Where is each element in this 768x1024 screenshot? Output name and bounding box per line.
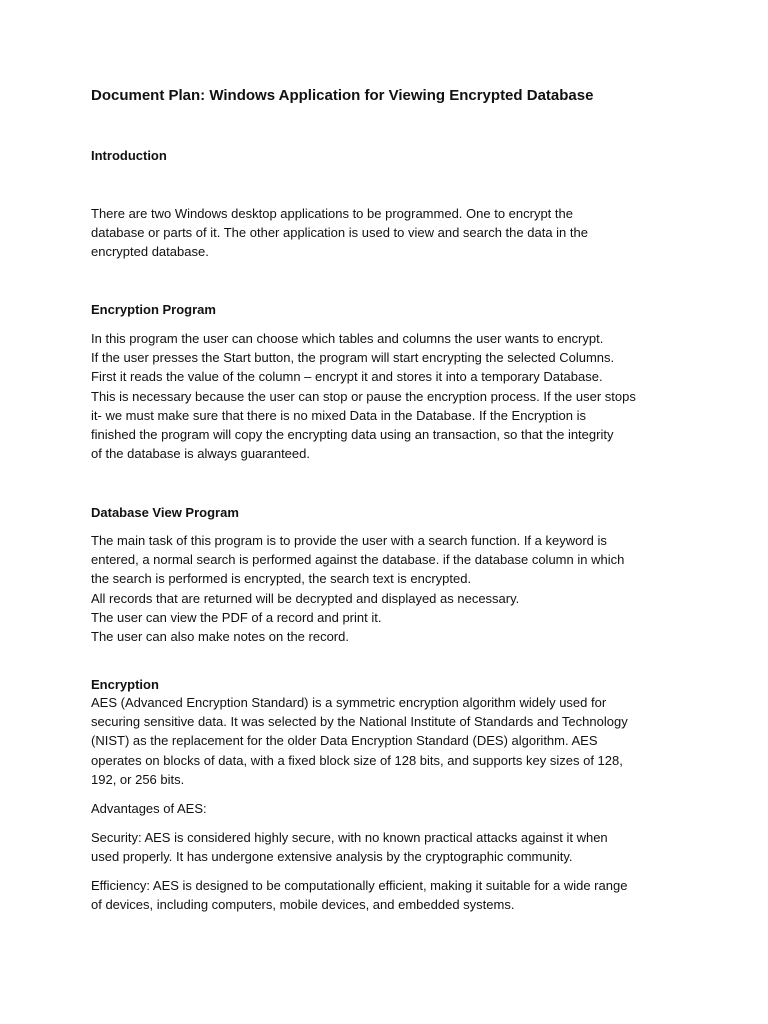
encryption-paragraph bbox=[91, 693, 691, 789]
database-view-program-paragraph bbox=[91, 531, 691, 646]
encryption-program-paragraph bbox=[91, 329, 691, 463]
text-line: This is necessary because the user can stop or pause the encryption process. If the user stops bbox=[91, 388, 636, 404]
section-heading-encryption: Encryption bbox=[91, 677, 159, 692]
text-line: The user can also make notes on the record. bbox=[91, 629, 349, 645]
section-heading-encryption-program: Encryption Program bbox=[91, 302, 216, 317]
text-line: Security: AES is considered highly secure, with no known practical attacks against it when bbox=[91, 830, 608, 845]
text-line: securing sensitive data. It was selected by the National Institute of Standards and Technology bbox=[91, 714, 628, 730]
section-heading-introduction: Introduction bbox=[91, 148, 167, 163]
text-line: There are two Windows desktop applications to be programmed. One to encrypt the bbox=[91, 206, 573, 221]
efficiency-paragraph bbox=[91, 876, 691, 914]
advantages-label bbox=[91, 799, 691, 818]
text-line: of devices, including computers, mobile devices, and embedded systems. bbox=[91, 897, 515, 913]
text-line: Advantages of AES: bbox=[91, 801, 207, 816]
text-line: If the user presses the Start button, the program will start encrypting the selected Columns. bbox=[91, 350, 615, 366]
text-line: it- we must make sure that there is no mixed Data in the Database. If the Encryption is bbox=[91, 407, 586, 423]
text-line: of the database is always guaranteed. bbox=[91, 446, 310, 462]
text-line: finished the program will copy the encrypting data using an transaction, so that the integrity bbox=[91, 427, 614, 443]
text-line: the search is performed is encrypted, the search text is encrypted. bbox=[91, 571, 472, 587]
text-line: encrypted database. bbox=[91, 244, 209, 260]
text-line: All records that are returned will be decrypted and displayed as necessary. bbox=[91, 590, 520, 606]
section-heading-database-view-program: Database View Program bbox=[91, 505, 239, 520]
text-line: The user can view the PDF of a record and print it. bbox=[91, 609, 382, 625]
text-line: In this program the user can choose which tables and columns the user wants to encrypt. bbox=[91, 331, 604, 346]
text-line: 192, or 256 bits. bbox=[91, 771, 185, 787]
text-line: operates on blocks of data, with a fixed block size of 128 bits, and supports key sizes of 128, bbox=[91, 752, 623, 768]
text-line: (NIST) as the replacement for the older Data Encryption Standard (DES) algorithm. AES bbox=[91, 733, 598, 749]
document-title: Document Plan: Windows Application for Viewing Encrypted Database bbox=[91, 87, 594, 104]
text-line: The main task of this program is to provide the user with a search function. If a keyword is bbox=[91, 533, 607, 548]
text-line: used properly. It has undergone extensive analysis by the cryptographic community. bbox=[91, 849, 573, 865]
text-line: entered, a normal search is performed against the database. if the database column in which bbox=[91, 552, 625, 568]
introduction-paragraph bbox=[91, 204, 691, 262]
text-line: AES (Advanced Encryption Standard) is a symmetric encryption algorithm widely used for bbox=[91, 695, 607, 710]
text-line: Efficiency: AES is designed to be computationally efficient, making it suitable for a wide range bbox=[91, 878, 628, 893]
text-line: database or parts of it. The other application is used to view and search the data in the bbox=[91, 225, 588, 241]
text-line: First it reads the value of the column – encrypt it and stores it into a temporary Database. bbox=[91, 369, 603, 385]
security-paragraph bbox=[91, 828, 691, 866]
